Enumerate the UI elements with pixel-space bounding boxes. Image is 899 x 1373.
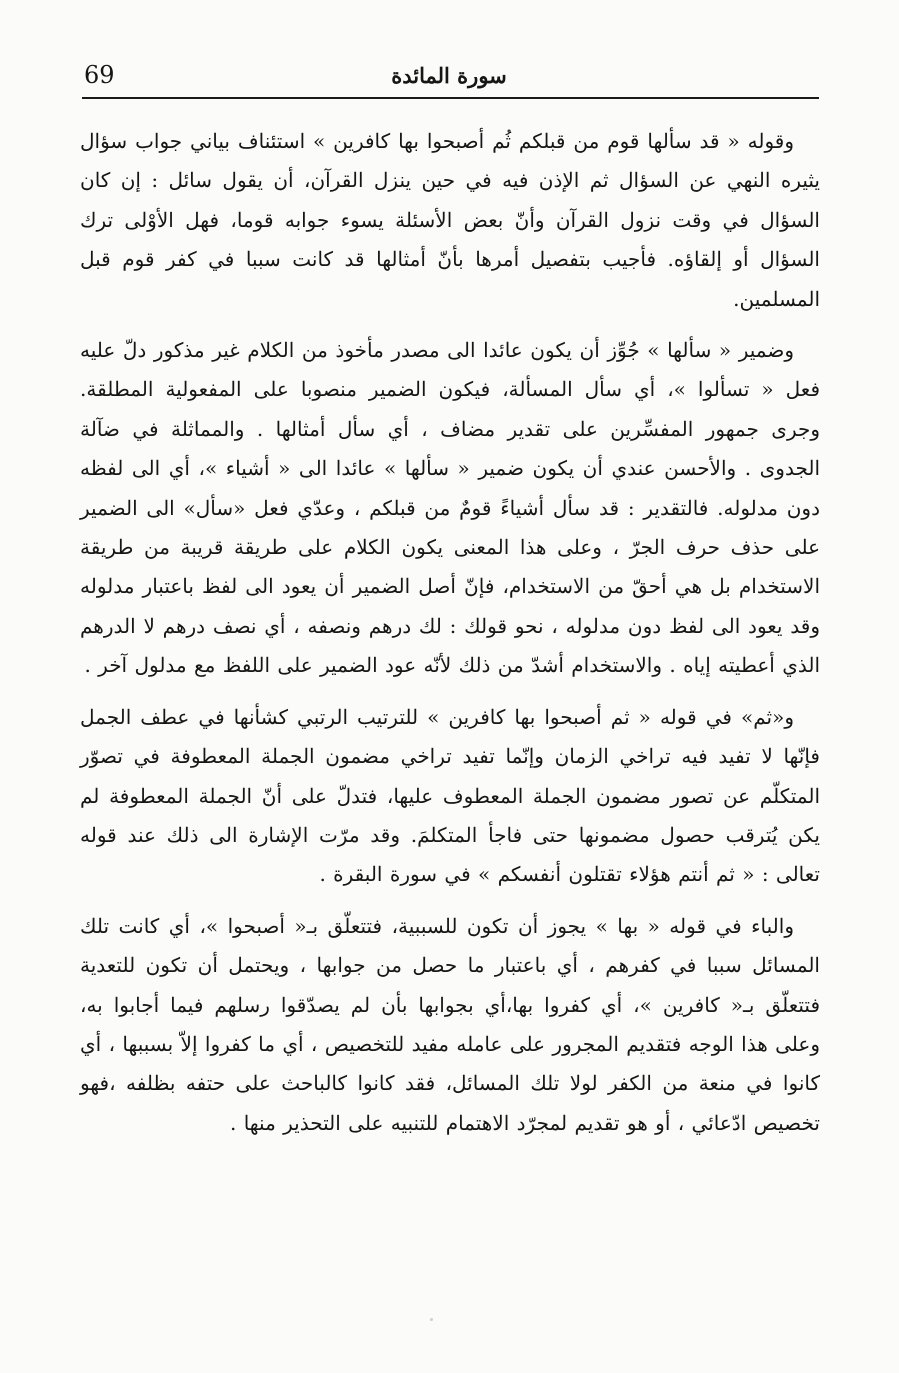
body-text (80, 122, 820, 1143)
paragraph-2: وضمير « سألها » جُوِّز أن يكون عائدا الى مصدر مأخوذ من الكلام غير مذكور دلّ عليه فعل « تسألوا »، أي سأل المسألة، فيكون الضمير منصوبا على المفعولية المطلقة. وجرى جمهور المفسِّرين على تقدير مضاف ، أي سأل أمثالها . والمماثلة في ضآلة الجدوى . والأحسن عندي أن يكون ضمير « سألها » عائدا الى « أشياء »، أي الى لفظه دون مدلوله. فالتقدير : قد سأل أشياءً قومٌ من قبلكم ، وعدّي فعل «سأل» الى الضمير على حذف حرف الجرّ ، وعلى هذا المعنى يكون الكلام على طريقة قريبة من طريقة الاستخدام بل هي أحقّ من الاستخدام، فإنّ أصل الضمير أن يعود الى لفظ باعتبار مدلوله وقد يعود الى لفظ دون مدلوله ، نحو قولك : لك درهم ونصفه ، أي نصف درهم لا الدرهم الذي أعطيته إياه . والاستخدام أشدّ من ذلك لأنّه عود الضمير على اللفظ مع مدلول آخر . (80, 338, 820, 678)
paragraph-4: والباء في قوله « بها » يجوز أن تكون للسببية، فتتعلّق بـ« أصبحوا »، أي كانت تلك المسائل سببا في كفرهم ، أي باعتبار ما حصل من جوابها ، ويحتمل أن تكون للتعدية فتتعلّق بـ« كافرين »، أي كفروا بها،أي بجوابها بأن لم يصدّقوا رسلهم فيما أجابوا به، وعلى هذا الوجه فتقديم المجرور على عامله مفيد للتخصيص ، أي ما كفروا إلاّ بسببها ، أي كانوا في منعة من الكفر لولا تلك المسائل، فقد كانوا كالباحث على حتفه بظلفه ،فهو تخصيص ادّعائي ، أو هو تقديم لمجرّد الاهتمام للتنبيه على التحذير منها . (80, 913, 820, 1135)
paragraph-3: و«ثم» في قوله « ثم أصبحوا بها كافرين » للترتيب الرتبي كشأنها في عطف الجمل فإنّها لا تفيد فيه تراخي الزمان وإنّما تفيد تراخي مضمون الجملة المعطوفة في تصوّر المتكلّم عن تصور مضمون الجملة المعطوف عليها، فتدلّ على أنّ الجملة المعطوفة لم يكن يُترقب حصول مضمونها حتى فاجأ المتكلمَ. وقد مرّت الإشارة الى ذلك عند قوله تعالى : « ثم أنتم هؤلاء تقتلون أنفسكم » في سورة البقرة . (80, 704, 820, 887)
surah-title: سورة المائدة (391, 63, 507, 88)
paragraph-1: وقوله « قد سألها قوم من قبلكم ثُم أصبحوا بها كافرين » استئناف بياني جواب سؤال يثيره النهي عن السؤال ثم الإذن فيه في حين ينزل القرآن، أن يقول سائل : إن كان السؤال في وقت نزول القرآن وأنّ بعض الأسئلة يسوء جوابه قوما، فهل الأوْلى ترك السؤال أو إلقاؤه. فأجيب بتفصيل أمرها بأنّ أمثالها قد كانت سببا في كفر قوم قبل المسلمين. (80, 129, 820, 311)
header-rule (82, 97, 819, 99)
running-head (84, 60, 814, 96)
page-number: 69 (84, 61, 115, 89)
paper-speck (430, 1318, 433, 1321)
